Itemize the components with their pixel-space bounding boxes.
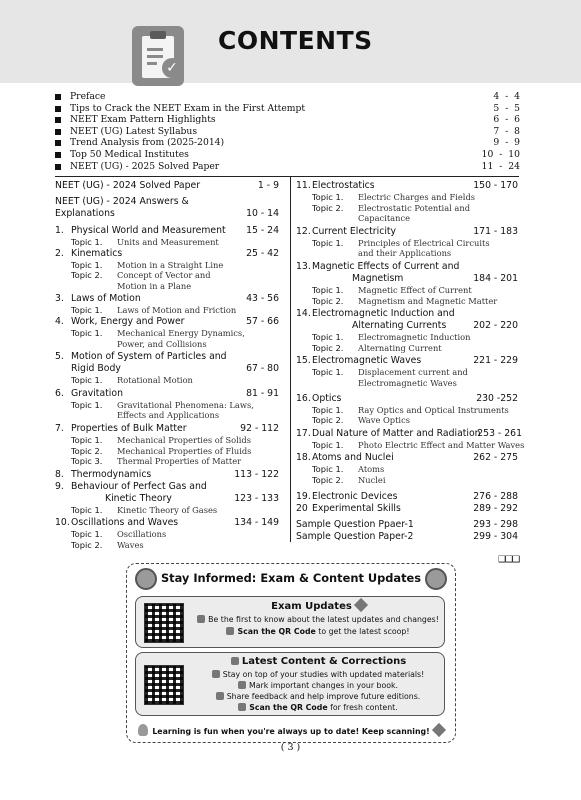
topic-line: Topic 3. Thermal Properties of Matter — [71, 456, 242, 467]
latest-content-card — [135, 652, 445, 716]
topic-line: Topic 1. Principles of Electrical Circuits — [312, 237, 490, 248]
check-icon — [238, 681, 246, 689]
intro-item: Preface 4 - 4 — [55, 91, 520, 103]
toc-entry: NEET (UG) - 2024 Answers & Explanations 10 - 14 — [55, 196, 279, 219]
card-line: Scan the QR Code for fresh content. — [192, 703, 444, 712]
topic-line: and their Applications — [358, 248, 452, 259]
chapter-entry: 7. Properties of Bulk Matter 92 - 112 Topic 1. Mechanical Properties of Solids Topic 2. Mechanical Properties of Fluids Topic 3. Thermal Properties of Matter — [55, 423, 285, 467]
topic-line: Topic 2. Concept of Vector and — [71, 270, 211, 281]
chapter-entry: 6. Gravitation 81 - 91 Topic 1. Gravitational Phenomena: Laws, Effects and Applications — [55, 388, 285, 421]
intro-item: NEET (UG) Latest Syllabus 7 - 8 — [55, 126, 520, 138]
book-icon — [231, 657, 239, 665]
topic-line: Electromagnetic Waves — [358, 377, 457, 388]
bullet-icon — [55, 117, 61, 123]
bullet-icon — [55, 164, 61, 170]
end-marks: ❑❑❑ — [498, 555, 520, 565]
topic-line: Topic 1. Oscillations — [71, 529, 167, 540]
sparkle-icon — [212, 670, 220, 678]
topic-line: Topic 1. Electromagnetic Induction — [312, 332, 471, 343]
chapter-entry: 14. Electromagnetic Induction and Alternating Currents 202 - 220 Topic 1. Electromagnetic Induction Topic 2. Alternating Current — [296, 308, 524, 353]
bullet-icon — [55, 106, 61, 112]
chapter-entry: 8. Thermodynamics 113 - 122 — [55, 468, 279, 480]
chapter-entry: 9. Behaviour of Perfect Gas and Kinetic Theory 123 - 133 Topic 1. Kinetic Theory of Gases — [55, 481, 285, 516]
exam-updates-card — [135, 596, 445, 648]
bullet-icon — [55, 94, 61, 100]
chapter-entry: 20 Experimental Skills 289 - 292 — [296, 502, 518, 514]
chapter-entry: 19. Electronic Devices 276 - 288 — [296, 490, 518, 502]
topic-line: Topic 1. Photo Electric Effect and Matter Waves — [312, 439, 525, 450]
page-header — [0, 0, 581, 83]
rocket-icon — [354, 598, 368, 612]
card-heading: Exam Updates — [196, 600, 441, 612]
topic-line: Topic 1. Mechanical Properties of Solids — [71, 434, 252, 445]
topic-line: Power, and Collisions — [117, 338, 207, 349]
card-heading: Latest Content & Corrections — [196, 656, 441, 667]
chapter-entry: 3. Laws of Motion 43 - 56 Topic 1. Laws of Motion and Friction — [55, 293, 285, 316]
topic-line: Capacitance — [358, 213, 411, 224]
chapter-entry: 13. Magnetic Effects of Current and Magnetism 184 - 201 Topic 1. Magnetic Effect of Current Topic 2. Magnetism and Magnetic Matter — [296, 261, 524, 306]
section-divider — [55, 176, 519, 177]
toc-entry: Sample Question Paper-2 299 - 304 — [296, 530, 518, 542]
chapter-entry: 17. Dual Nature of Matter and Radiation 253 - 261 Topic 1. Photo Electric Effect and Matter Waves — [296, 427, 525, 450]
page-number: ( 3 ) — [280, 742, 301, 753]
topic-line: Topic 2. Nuclei — [312, 474, 386, 485]
toc-entry: Sample Question Ppaer-1 293 - 298 — [296, 518, 518, 530]
card-line: Be the first to know about the latest updates and changes! — [192, 615, 444, 624]
bullet-icon — [55, 140, 61, 146]
contents-right-column — [296, 180, 524, 543]
intro-item: NEET Exam Pattern Highlights 6 - 6 — [55, 114, 520, 126]
topic-line: Topic 2. Electrostatic Potential and — [312, 202, 471, 213]
chapter-entry: 2. Kinematics 25 - 42 Topic 1. Motion in a Straight Line Topic 2. Concept of Vector and Motion in a Plane — [55, 248, 285, 292]
card-line: Scan the QR Code to get the latest scoop! — [192, 627, 444, 636]
topic-line: Motion in a Plane — [117, 280, 192, 291]
updates-title: Stay Informed: Exam & Content Updates — [160, 571, 422, 585]
chapter-entry: 12. Current Electricity 171 - 183 Topic 1. Principles of Electrical Circuits and their Applications — [296, 226, 524, 259]
intro-item: Tips to Crack the NEET Exam in the First Attempt 5 - 5 — [55, 103, 520, 115]
topic-line: Topic 2. Alternating Current — [312, 342, 442, 353]
clipboard-icon: ✓ — [132, 26, 184, 86]
card-line: Share feedback and help improve future editions. — [192, 692, 444, 701]
intro-list — [55, 91, 520, 172]
toc-entry: NEET (UG) - 2024 Solved Paper 1 - 9 — [55, 180, 279, 191]
updates-box — [126, 563, 456, 743]
chapter-entry: 16. Optics 230 -252 Topic 1. Ray Optics and Optical Instruments Topic 2. Wave Optics — [296, 393, 524, 426]
card-line: Stay on top of your studies with updated materials! — [192, 670, 444, 679]
lightbulb-icon — [138, 724, 148, 736]
topic-line: Topic 2. Mechanical Properties of Fluids — [71, 445, 252, 456]
qr-code[interactable] — [144, 603, 184, 643]
topic-line: Topic 1. Ray Optics and Optical Instruments — [312, 404, 509, 415]
bullet-icon — [55, 152, 61, 158]
topic-line: Effects and Applications — [117, 410, 220, 421]
card-line: Mark important changes in your book. — [192, 681, 444, 690]
megaphone-icon — [197, 615, 205, 623]
topic-line: Topic 1. Kinetic Theory of Gases — [71, 504, 218, 515]
topic-line: Topic 1. Atoms — [312, 464, 385, 475]
topic-line: Topic 1. Gravitational Phenomena: Laws, — [71, 399, 254, 410]
topic-line: Topic 1. Rotational Motion — [71, 375, 193, 386]
pencil-icon — [216, 692, 224, 700]
updates-footer: Learning is fun when you're always up to date! Keep scanning! — [127, 724, 455, 736]
intro-item: Trend Analysis from (2025-2014) 9 - 9 — [55, 137, 520, 149]
chapter-entry: 18. Atoms and Nuclei 262 - 275 Topic 1. Atoms Topic 2. Nuclei — [296, 452, 524, 485]
topic-line: Topic 2. Waves — [71, 539, 144, 550]
phone-icon — [238, 703, 246, 711]
topic-line: Topic 2. Magnetism and Magnetic Matter — [312, 295, 498, 306]
intro-item: Top 50 Medical Institutes 10 - 10 — [55, 149, 520, 161]
phone-icon — [226, 627, 234, 635]
intro-item: NEET (UG) - 2025 Solved Paper 11 - 24 — [55, 161, 520, 173]
chapter-entry: 11. Electrostatics 150 - 170 Topic 1. Electric Charges and Fields Topic 2. Electrostatic Potential and Capacitance — [296, 180, 524, 224]
topic-line: Topic 1. Motion in a Straight Line — [71, 259, 224, 270]
topic-line: Topic 1. Units and Measurement — [71, 237, 219, 247]
topic-line: Topic 1. Electric Charges and Fields — [312, 192, 476, 202]
bullet-icon — [55, 129, 61, 135]
chapter-entry: 15. Electromagnetic Waves 221 - 229 Topic 1. Displacement current and Electromagnetic Waves — [296, 355, 524, 388]
chapter-entry: 4. Work, Energy and Power 57 - 66 Topic 1. Mechanical Energy Dynamics, Power, and Collisions — [55, 316, 285, 349]
qr-code[interactable] — [144, 665, 184, 705]
topic-line: Topic 1. Magnetic Effect of Current — [312, 284, 472, 295]
rocket-icon — [432, 723, 446, 737]
topic-line: Topic 2. Wave Optics — [312, 415, 410, 426]
chapter-entry: 1. Physical World and Measurement 15 - 24 Topic 1. Units and Measurement — [55, 225, 285, 248]
topic-line: Topic 1. Laws of Motion and Friction — [71, 305, 237, 316]
chapter-entry: 10. Oscillations and Waves 134 - 149 Topic 1. Oscillations Topic 2. Waves — [55, 517, 285, 550]
topic-line: Topic 1. Displacement current and — [312, 367, 468, 378]
chapter-entry: 5. Motion of System of Particles and Rigid Body 67 - 80 Topic 1. Rotational Motion — [55, 351, 285, 386]
contents-left-column — [55, 180, 285, 551]
column-divider — [290, 177, 291, 542]
topic-line: Topic 1. Mechanical Energy Dynamics, — [71, 327, 245, 338]
page-title: CONTENTS — [218, 26, 373, 55]
